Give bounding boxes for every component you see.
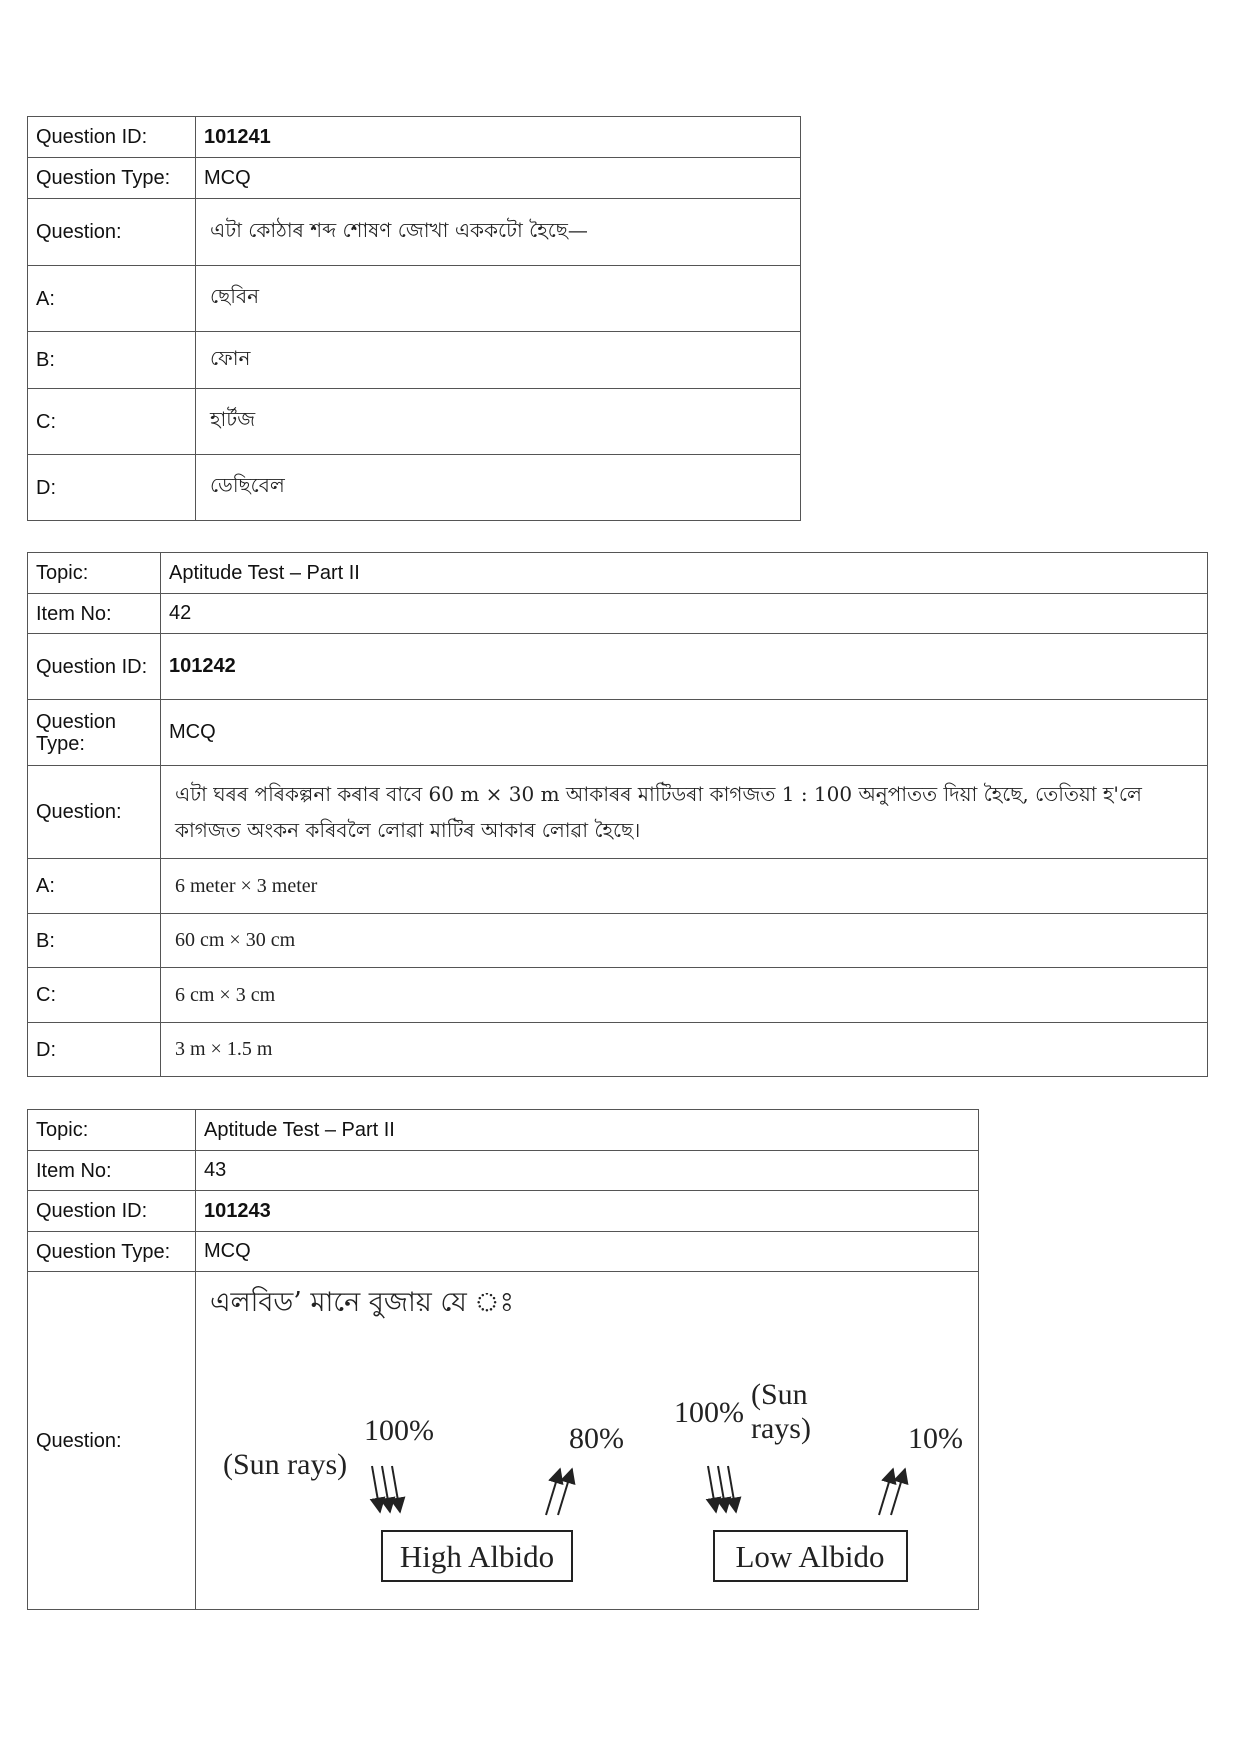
question-cell bbox=[196, 1272, 979, 1610]
left-reflected-arrow-2 bbox=[558, 1469, 572, 1515]
question-table-101243 bbox=[27, 1109, 979, 1610]
question-type-value: MCQ bbox=[196, 158, 801, 199]
item-no-label: Item No: bbox=[28, 1151, 196, 1191]
option-a-text: ছেবিন bbox=[196, 266, 801, 332]
question-id-label: Question ID: bbox=[28, 634, 161, 700]
option-d-text: 3 m × 1.5 m bbox=[161, 1023, 1208, 1077]
question-table-101242 bbox=[27, 552, 1208, 1077]
option-a-text: 6 meter × 3 meter bbox=[161, 859, 1208, 914]
right-incoming-arrow-3 bbox=[728, 1466, 736, 1512]
option-a-label: A: bbox=[28, 859, 161, 914]
item-no-label: Item No: bbox=[28, 594, 161, 634]
question-text: এটা ঘৰৰ পৰিকল্পনা কৰাৰ বাবে 60 m × 30 m আকাৰৰ মাটিডৰা কাগজত 1 : 100 অনুপাতত দিয়া হৈছে, তেতিয়া হ'লে কাগজত অংকন কৰিবলৈ লোৱা মাটিৰ আকাৰ লোৱা হৈছে। bbox=[161, 766, 1208, 859]
option-d-label: D: bbox=[28, 455, 196, 521]
question-type-label: Question Type: bbox=[28, 158, 196, 199]
question-label: Question: bbox=[28, 766, 161, 859]
left-reflected-percent: 80% bbox=[569, 1422, 624, 1455]
question-type-value: MCQ bbox=[196, 1232, 979, 1272]
question-type-value: MCQ bbox=[161, 700, 1208, 766]
question-table-101241 bbox=[27, 116, 801, 521]
question-id-label: Question ID: bbox=[28, 117, 196, 158]
left-reflected-arrow-1 bbox=[546, 1469, 560, 1515]
topic-value: Aptitude Test – Part II bbox=[161, 553, 1208, 594]
right-reflected-percent: 10% bbox=[908, 1422, 963, 1455]
question-type-label: Question Type: bbox=[28, 700, 161, 766]
right-incoming-arrow-2 bbox=[718, 1466, 726, 1512]
topic-value: Aptitude Test – Part II bbox=[196, 1110, 979, 1151]
left-incoming-label: (Sun rays) bbox=[223, 1448, 348, 1481]
right-reflected-arrow-1 bbox=[879, 1469, 893, 1515]
high-albido-label: High Albido bbox=[399, 1539, 555, 1574]
item-no-value: 42 bbox=[161, 594, 1208, 634]
question-text: এলবিড’ মানে বুজায় যে ঃ bbox=[210, 1287, 514, 1318]
question-type-label: Question Type: bbox=[28, 1232, 196, 1272]
question-label: Question: bbox=[28, 199, 196, 266]
option-b-text: 60 cm × 30 cm bbox=[161, 914, 1208, 968]
item-no-value: 43 bbox=[196, 1151, 979, 1191]
question-label: Question: bbox=[28, 1272, 196, 1610]
question-id-value: 101241 bbox=[196, 117, 801, 158]
topic-label: Topic: bbox=[28, 553, 161, 594]
left-incoming-arrow-1 bbox=[372, 1466, 380, 1512]
left-incoming-arrow-2 bbox=[382, 1466, 390, 1512]
option-c-text: 6 cm × 3 cm bbox=[161, 968, 1208, 1023]
topic-label: Topic: bbox=[28, 1110, 196, 1151]
low-albido-label: Low Albido bbox=[735, 1539, 885, 1574]
question-id-value: 101242 bbox=[161, 634, 1208, 700]
option-c-text: হার্টজ bbox=[196, 389, 801, 455]
option-b-label: B: bbox=[28, 332, 196, 389]
option-c-label: C: bbox=[28, 968, 161, 1023]
right-reflected-arrow-2 bbox=[891, 1469, 905, 1515]
left-incoming-percent: 100% bbox=[364, 1414, 434, 1447]
right-incoming-label-line1: (Sun bbox=[751, 1378, 808, 1411]
option-c-label: C: bbox=[28, 389, 196, 455]
option-d-text: ডেছিবেল bbox=[196, 455, 801, 521]
right-incoming-arrow-1 bbox=[708, 1466, 716, 1512]
question-text: এটা কোঠাৰ শব্দ শোষণ জোখা এককটো হৈছে— bbox=[196, 199, 801, 266]
right-incoming-label-line2: rays) bbox=[751, 1412, 811, 1445]
option-a-label: A: bbox=[28, 266, 196, 332]
option-b-label: B: bbox=[28, 914, 161, 968]
right-incoming-percent: 100% bbox=[674, 1396, 744, 1429]
question-id-label: Question ID: bbox=[28, 1191, 196, 1232]
option-d-label: D: bbox=[28, 1023, 161, 1077]
option-b-text: ফোন bbox=[196, 332, 801, 389]
question-id-value: 101243 bbox=[196, 1191, 979, 1232]
left-incoming-arrow-3 bbox=[392, 1466, 400, 1512]
